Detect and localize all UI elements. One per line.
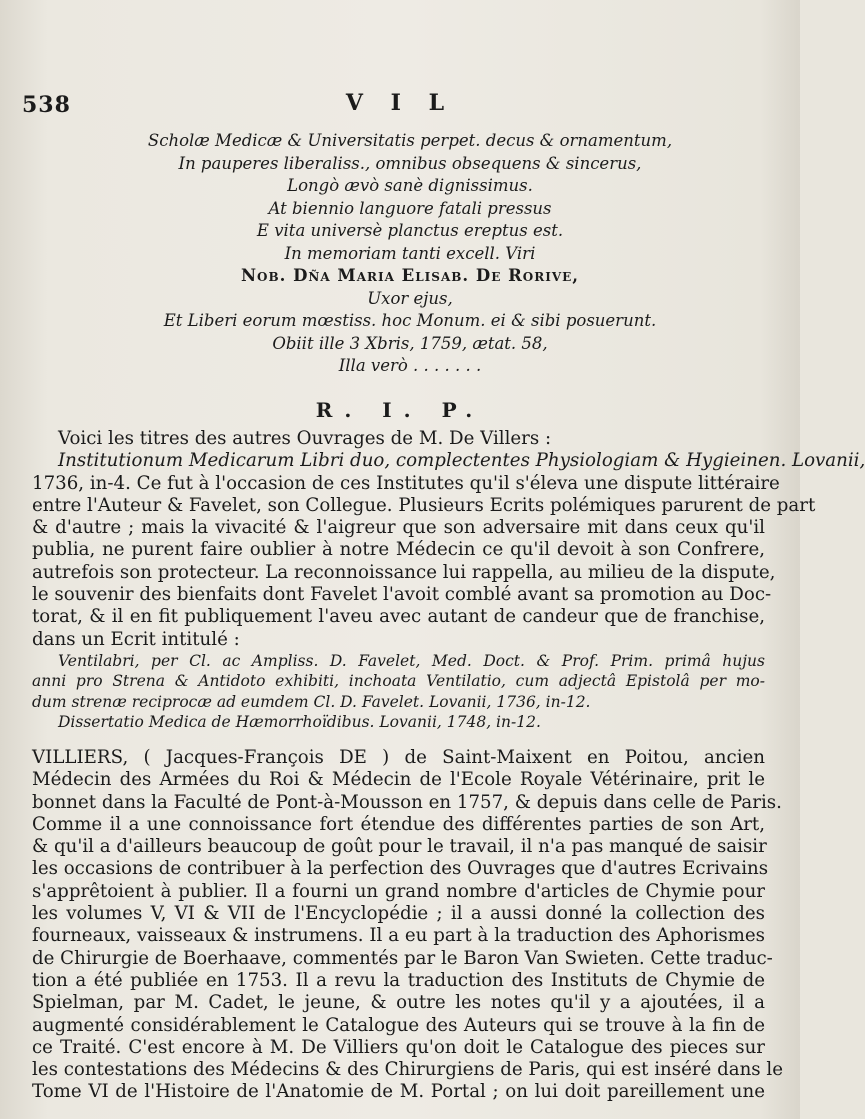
text-line: & qu'il a d'ailleurs beaucoup de goût pour le travail, il n'a pas manqué de saisir <box>32 836 767 858</box>
text-line: autrefois son protecteur. La reconnoissance lui rappella, au milieu de la dispute, <box>32 561 776 583</box>
text-line: s'apprêtoient à publier. Il a fourni un grand nombre d'articles de Chymie pour <box>32 880 765 902</box>
text-line: entre l'Auteur & Favelet, son Collegue. Plusieurs Ecrits polémiques parurent de part <box>32 494 816 516</box>
text-line: publia, ne purent faire oublier à notre Médecin ce qu'il devoit à son Confrere, <box>32 539 765 561</box>
text-line: torat, & il en fit publiquement l'aveu avec autant de candeur que de franchise, <box>32 606 765 628</box>
work-title: Dissertatio Medica de Hæmorrhoïdibus. Lovanii, 1748, in-12. <box>58 713 541 732</box>
running-heading: V I L <box>345 90 455 116</box>
text-line: fourneaux, vaisseaux & instrumens. Il a eu part à la traduction des Aphorismes <box>32 925 765 947</box>
page-number: 538 <box>22 92 71 118</box>
text-line: ce Traité. C'est encore à M. De Villiers qu'on doit le Catalogue des pieces sur <box>32 1036 765 1058</box>
epitaph-line: Obiit ille 3 Xbris, 1759, ætat. 58, <box>272 333 548 353</box>
epitaph-name: Nob. Dña Maria Elisab. De Rorive, <box>240 266 580 285</box>
paragraph-gap <box>32 733 765 747</box>
epitaph-line: Longò ævò sanè dignissimus. <box>287 176 533 195</box>
work-title: anni pro Strena & Antidoto exhibiti, inchoata Ventilatio, cum adjectâ Epistolâ per mo- <box>32 672 765 691</box>
text-line: tion a été publiée en 1753. Il a revu la traduction des Instituts de Chymie de <box>32 969 765 991</box>
work-title: Ventilabri, per Cl. ac Ampliss. D. Favelet, Med. Doct. & Prof. Prim. primâ hujus <box>58 651 765 670</box>
text-line: bonnet dans la Faculté de Pont-à-Mousson en 1757, & depuis dans celle de Paris. <box>32 791 782 813</box>
epitaph-line: Uxor ejus, <box>367 288 453 308</box>
rip-line: R. I. P. <box>315 398 485 422</box>
text-line: Tome VI de l'Histoire de l'Anatomie de M. Portal ; on lui doit pareillement une <box>32 1081 765 1103</box>
epitaph <box>60 130 760 378</box>
epitaph-line: At biennio languore fatali pressus <box>268 198 552 218</box>
text-line: 1736, in-4. Ce fut à l'occasion de ces Institutes qu'il s'éleva une dispute littéraire <box>32 472 780 494</box>
text-line: dans un Ecrit intitulé : <box>32 628 240 650</box>
epitaph-line: In memoriam tanti excell. Viri <box>284 243 536 263</box>
text-line: Médecin des Armées du Roi & Médecin de l'Ecole Royale Vétérinaire, prit le <box>32 769 765 791</box>
text-line: de Chirurgie de Boerhaave, commentés par le Baron Van Swieten. Cette traduc- <box>32 947 773 969</box>
body-text <box>32 428 865 1104</box>
works-intro: Voici les titres des autres Ouvrages de M. De Villers : <box>58 428 552 449</box>
epitaph-line: Scholæ Medicæ & Universitatis perpet. decus & ornamentum, <box>147 131 673 150</box>
entry-heading-line: VILLIERS, ( Jacques-François DE ) de Saint-Maixent en Poitou, ancien <box>32 746 765 768</box>
text-line: les occasions de contribuer à la perfection des Ouvrages que d'autres Ecrivains <box>32 858 769 880</box>
text-line: augmenté considérablement le Catalogue des Auteurs qui se trouve à la fin de <box>32 1014 765 1036</box>
epitaph-line: E vita universè planctus ereptus est. <box>256 221 564 240</box>
text-line: Comme il a une connoissance fort étendue des différentes parties de son Art, <box>32 813 765 835</box>
epitaph-line: In pauperes liberaliss., omnibus obsequens & sincerus, <box>178 153 642 173</box>
epitaph-line: Et Liberi eorum mœstiss. hoc Monum. ei & sibi posuerunt. <box>163 311 657 330</box>
text-line: & d'autre ; mais la vivacité & l'aigreur que son adversaire mit dans ceux qu'il <box>32 517 765 539</box>
work-title: Institutionum Medicarum Libri duo, complectentes Physiologiam & Hygieinen. Lovanii, <box>58 450 865 472</box>
text-line: Spielman, par M. Cadet, le jeune, & outre les notes qu'il y a ajoutées, il a <box>32 992 765 1014</box>
epitaph-line: Illa verò . . . . . . . <box>338 356 482 375</box>
text-line: les contestations des Médecins & des Chirurgiens de Paris, qui est inséré dans le <box>32 1059 783 1081</box>
text-line: le souvenir des bienfaits dont Favelet l'avoit comblé avant sa promotion au Doc- <box>32 584 772 606</box>
work-title: dum strenæ reciprocæ ad eumdem Cl. D. Favelet. Lovanii, 1736, in-12. <box>32 692 591 711</box>
text-line: les volumes V, VI & VII de l'Encyclopédie ; il a aussi donné la collection des <box>32 903 765 925</box>
